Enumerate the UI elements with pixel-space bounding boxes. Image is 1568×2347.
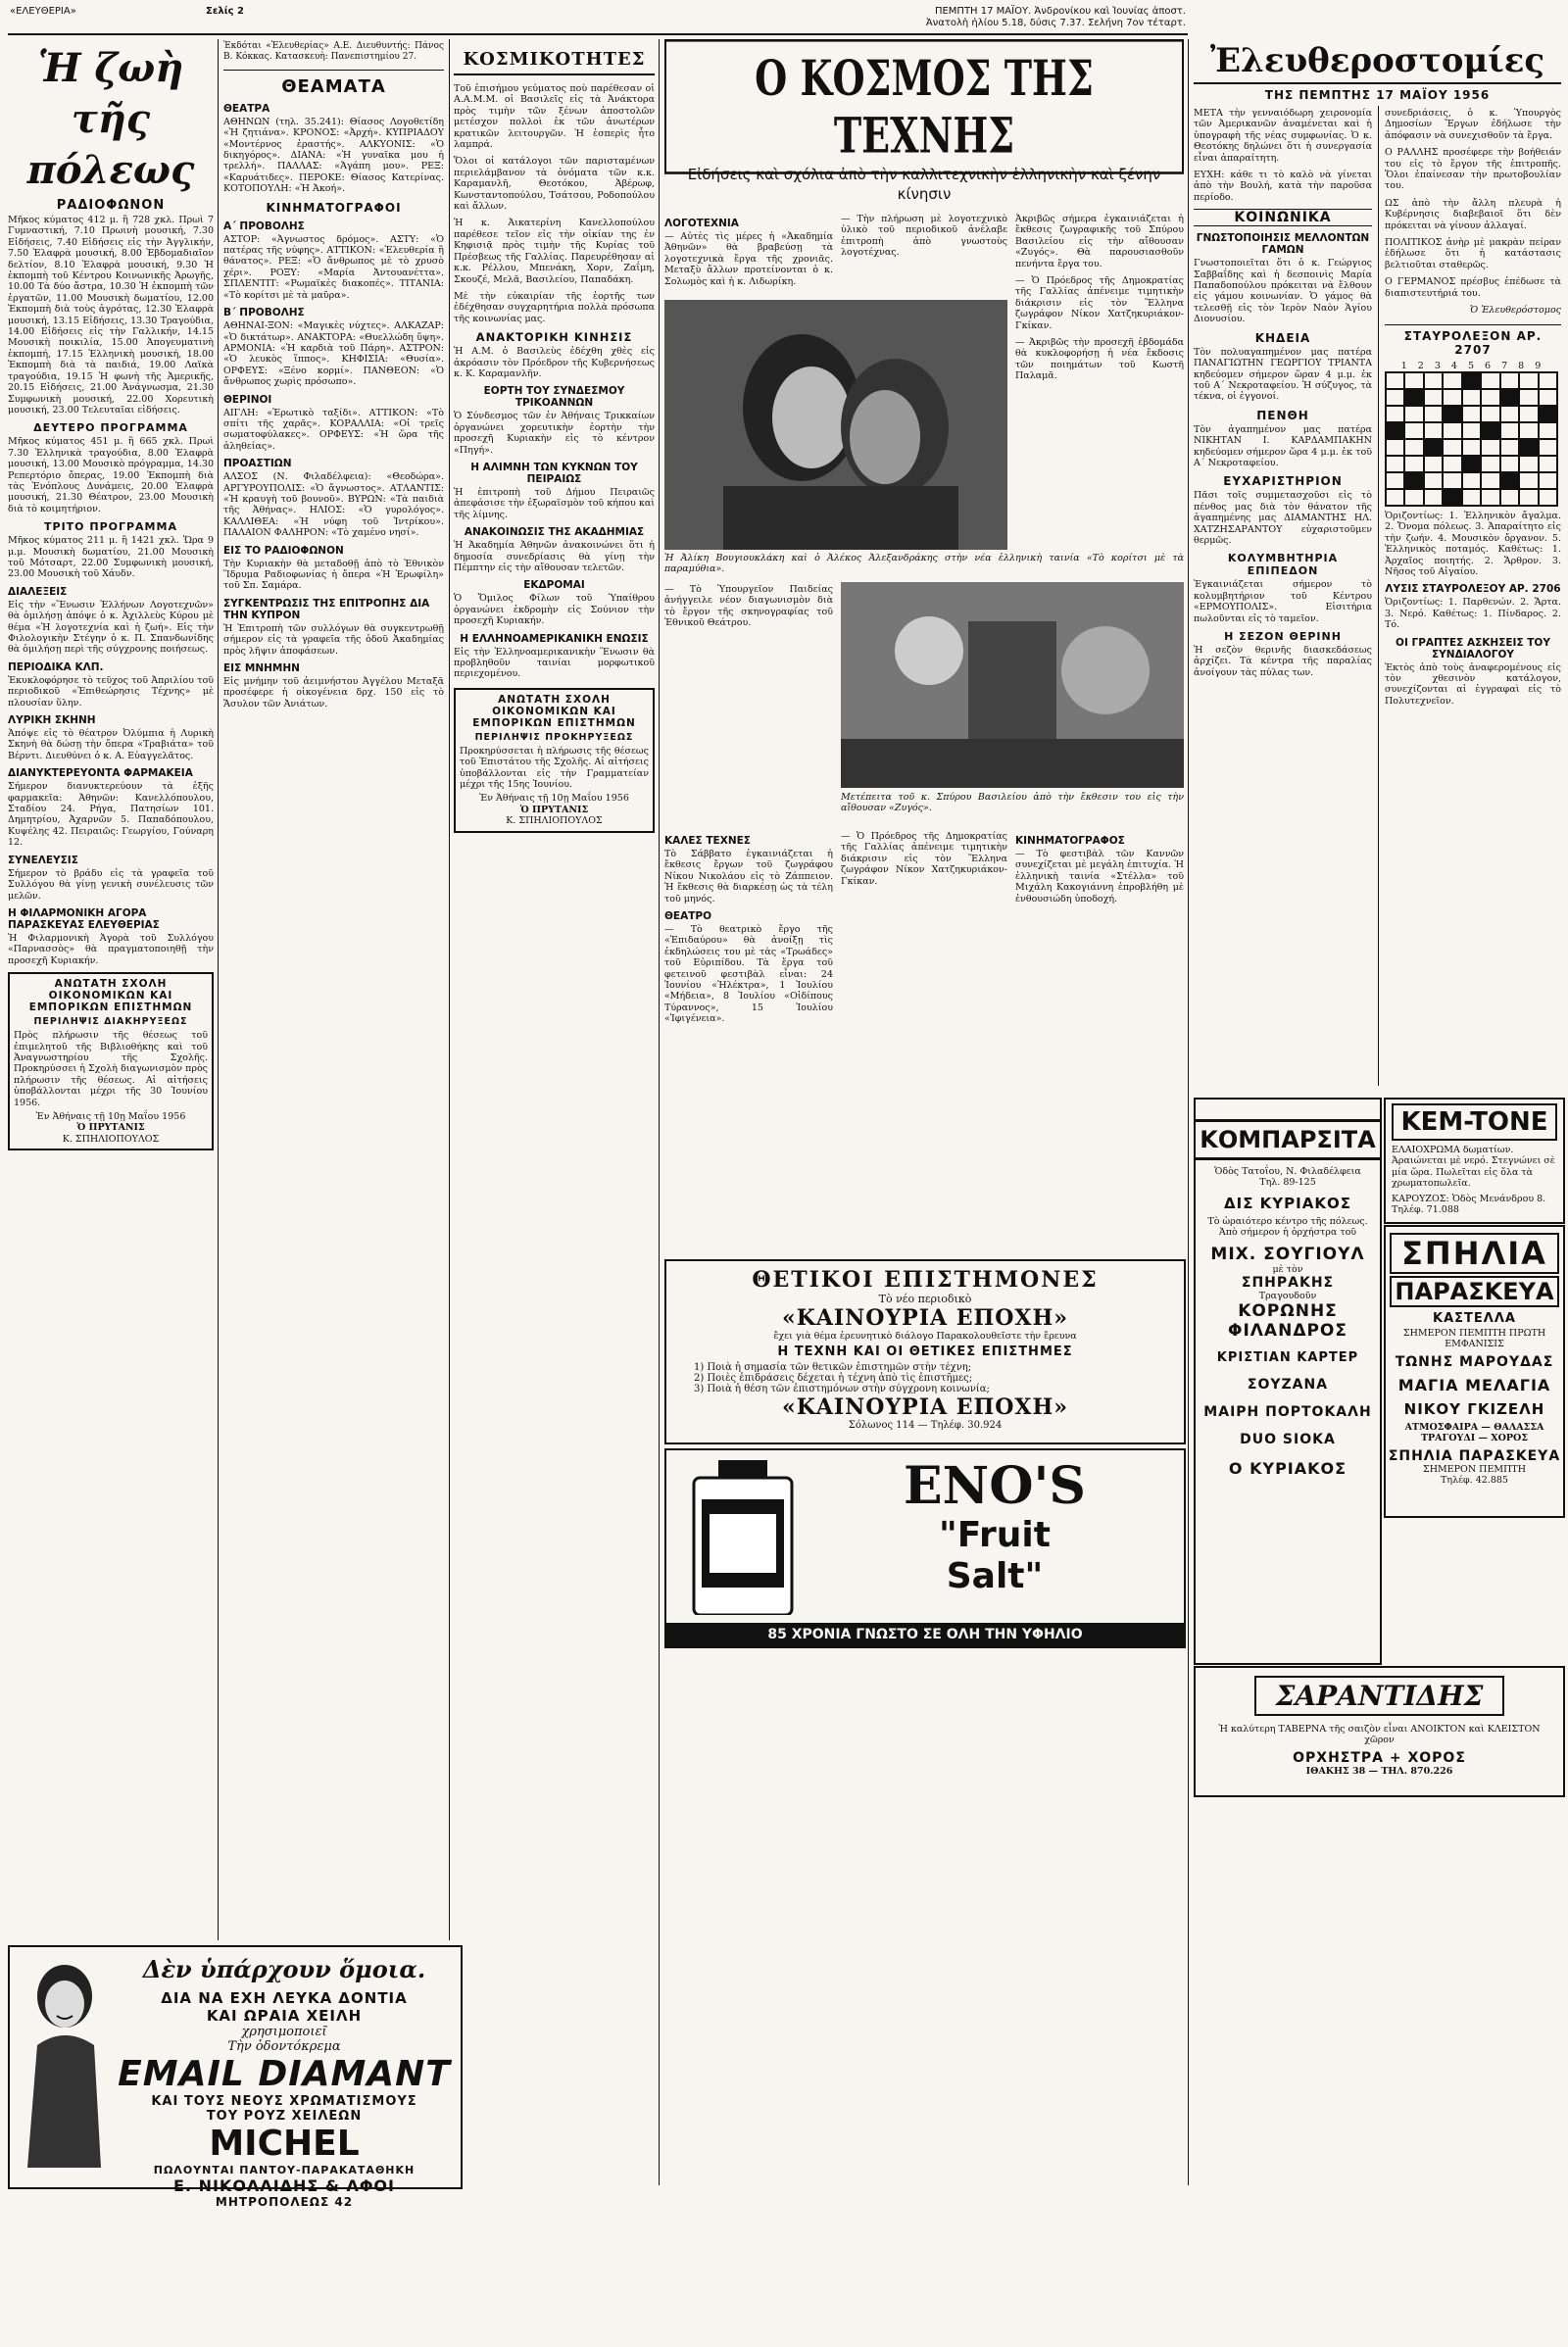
- pharmacies-text: Σήμερον διανυκτερεύουν τὰ ἑξῆς φαρμακεῖα: Ἀθηνῶν: Κανελλόπουλου, Σταδίου 24. Ρήγα, Πατησίων 101. Δημητρίου, Ἀχαρνῶν 5. Παπαδόπουλου, Κυψέλης 42. Πειραιῶς: Γεωργίου, Γούναρη 12.: [8, 781, 214, 849]
- crossword-grid: [1385, 371, 1558, 507]
- mourning-header: ΠΕΝΘΗ: [1256, 408, 1309, 422]
- society-text-4: Μὲ τὴν εὐκαιρίαν τῆς ἑορτῆς των ἐδέχθησαν συγχαρητήρια πολλὰ πρόσωπα τῆς κοινωνίας μας.: [454, 290, 655, 324]
- kombarsita-ad: [1194, 1098, 1382, 1665]
- engagements-header: ΓΝΩΣΤΟΠΟΙΗΣΙΣ ΜΕΛΛΟΝΤΩΝ ΓΑΜΩΝ: [1196, 232, 1370, 257]
- school-body: Πρὸς πλήρωσιν τῆς θέσεως τοῦ ἐπιμελητοῦ τῆς Βιβλιοθήκης καὶ τοῦ Ἀναγνωστηρίου τῆς Σχολῆς. Προκηρύσσει ἡ Σχολὴ διαγωνισμὸν πρὸς πλήρωσιν τῆς θέσεως. Αἱ αἰτήσεις ὑποβάλλονται μέχρι τῆς 30 Ἰουνίου 1956.: [14, 1030, 208, 1108]
- shows-header: ΘΕΑΜΑΤΑ: [281, 75, 386, 97]
- liberostomies-signature: Ὁ Ἐλευθερόστομος: [1470, 305, 1561, 317]
- column-divider-3: [659, 39, 660, 2185]
- science-magazine-ad: [664, 1259, 1186, 1444]
- school-notice-left: [8, 972, 214, 1150]
- crossword-clues: Ὁριζοντίως: 1. Ἑλληνικὸν ἄγαλμα. 2. Ὄνομα πόλεως. 3. Ἀπαραίτητο εἰς τὴν ζωήν. 4. Μουσικὸν ὄργανον. 5. Ἑλληνικὸς ποταμός. Καθέτως: 1. Ἀρχαῖος ποιητής. 2. Ἄρθρον. 3. Νῆσος τοῦ Αἰγαίου.: [1385, 510, 1561, 577]
- science-ad-intro: Τὸ νέο περιοδικὸ: [878, 1293, 972, 1305]
- swan-lake-text: Ἡ ἐπιτροπὴ τοῦ Δήμου Πειραιῶς ἀπεφάσισε τὴν ἐξωραϊσμὸν τοῦ κήπου καὶ τῆς λίμνης.: [454, 486, 655, 520]
- art-right-text: Ἀκριβῶς σήμερα ἐγκαινιάζεται ἡ ἔκθεσις ζωγραφικῆς τοῦ Σπύρου Βασιλείου εἰς τὴν αἴθουσαν «Ζυγός». Θὰ παρουσιασθοῦν πενήντα ἔργα του.: [1015, 214, 1184, 269]
- school-subtitle: ΠΕΡΙΛΗΨΙΣ ΔΙΑΚΗΡΥΞΕΩΣ: [33, 1016, 188, 1028]
- school-title-2: ΑΝΩΤΑΤΗ ΣΧΟΛΗ ΟΙΚΟΝΟΜΙΚΩΝ ΚΑΙ ΕΜΠΟΡΙΚΩΝ ΕΠΙΣΤΗΜΩΝ: [472, 693, 636, 729]
- theatres-header: ΘΕΑΤΡΑ: [223, 102, 270, 115]
- society-text-1: Τοῦ ἐπισήμου γεύματος ποὺ παρέθεσαν οἱ Α.Α.Μ.Μ. οἱ Βασιλεῖς εἰς τὰ Ἀνάκτορα πρὸς τιμὴν τῶν ξένων ἀποστολῶν μετέσχον πολλοὶ ἐκ τῶν ἀνωτέρων κρατικῶν λειτουργῶν. Ἡ ἑσπερὶς ἦτο λαμπρά.: [454, 83, 655, 151]
- engagements-text: Γνωστοποιεῖται ὅτι ὁ κ. Γεώργιος Σαββαΐδης καὶ ἡ δεσποινὶς Μαρία Παπαδοπούλου πρόκειται νὰ ἔλθουν εἰς γάμου κοινωνίαν. Ὁ γάμος θὰ τελεσθῇ εἰς τὸν Ἱερὸν Ναὸν Ἁγίου Διονυσίου.: [1194, 258, 1372, 325]
- science-ad-q2: 2) Ποιὲς ἐπιδράσεις δέχεται ἡ τέχνη ἀπὸ τὶς ἐπιστῆμες;: [694, 1373, 973, 1384]
- left-column-title: Ἡ ζωὴ τῆς πόλεως: [26, 45, 195, 193]
- thanks-header: ΕΥΧΑΡΙΣΤΗΡΙΟΝ: [1223, 474, 1343, 489]
- sun-line: Ἀνατολὴ ἡλίου 5.18, δύσις 7.37. Σελήνη 7ον τέταρτ.: [925, 18, 1186, 28]
- film-still-caption: Ἡ Ἀλίκη Βουγιουκλάκη καὶ ὁ Ἀλέκος Ἀλεξανδράκης στὴν νέα ἑλληνικὴ ταινία «Τὸ κορίτσι μὲ τὰ παραμύθια».: [664, 553, 1184, 575]
- spilia-star-2: ΜΑΓΙΑ ΜΕΛΑΓΙΑ: [1397, 1375, 1551, 1394]
- date-line: ΠΕΜΠΤΗ 17 ΜΑΪΟΥ. Ἀνδρονίκου καὶ Ἰουνίας ἀποστ.: [934, 6, 1186, 17]
- left-column: [8, 39, 214, 1935]
- science-ad-title: ΘΕΤΙΚΟΙ ΕΠΙΣΤΗΜΟΝΕΣ: [752, 1267, 1099, 1293]
- ad-brand: EMAIL DIAMANT: [118, 2054, 451, 2094]
- woman-illustration: [18, 1957, 111, 2173]
- philharmonic-text: Ἡ Φιλαρμονικὴ Ἀγορὰ τοῦ Συλλόγου «Παρνασσὸς» θὰ πραγματοποιηθῇ τὴν προσεχῆ Κυριακήν.: [8, 932, 214, 966]
- school-subtitle-2: ΠΕΡΙΛΗΨΙΣ ΠΡΟΚΗΡΥΞΕΩΣ: [474, 731, 634, 743]
- first-run-header: Α΄ ΠΡΟΒΟΛΗΣ: [223, 220, 305, 232]
- summer-season-header: Η ΣΕΖΟΝ ΘΕΡΙΝΗ: [1224, 630, 1342, 643]
- science-ad-mag2: «ΚΑΙΝΟΥΡΙΑ ΕΠΟΧΗ»: [781, 1394, 1069, 1420]
- philharmonic-header: Η ΦΙΛΑΡΜΟΝΙΚΗ ΑΓΟΡΑ ΠΑΡΑΣΚΕΥΑΣ ΕΛΕΥΘΕΡΙΑΣ: [8, 906, 160, 931]
- palace-header: ΑΝΑΚΤΟΡΙΚΗ ΚΙΝΗΣΙΣ: [475, 330, 633, 345]
- ad-line4: Τὴν ὀδοντόκρεμα: [227, 2039, 341, 2054]
- kemtone-ad: [1384, 1098, 1565, 1224]
- toothpaste-ad: [8, 1945, 463, 2209]
- enos-tagline: 85 ΧΡΟΝΙΑ ΓΝΩΣΤΟ ΣΕ ΟΛΗ ΤΗΝ ΥΦΗΛΙΟ: [666, 1623, 1184, 1646]
- ad-brand2: MICHEL: [209, 2124, 360, 2164]
- sculpture-caption: Μετέπειτα τοῦ κ. Σπύρου Βασιλείου ἀπὸ τὴν ἔκθεσιν του εἰς τὴν αἴθουσαν «Ζυγός».: [841, 792, 1184, 814]
- world-of-art-section: [664, 39, 1184, 1249]
- liberostomies-text-1: ΜΕΤΑ τὴν γενναιόδωρη χειρονομία τῶν Ἀμερικανῶν ἀναμένεται καὶ ἡ ὑπογραφὴ τῆς νέας συμφωνίας. Ὁ κ. Θεοτόκης δηλώνει ὅτι ἡ συνεργασία εἶναι ἀπαραίτητη.: [1194, 108, 1372, 164]
- ad-line9: ΜΗΤΡΟΠΟΛΕΩΣ 42: [215, 2195, 354, 2209]
- committee-text: Ἡ Ἐπιτροπὴ τῶν συλλόγων θὰ συγκεντρωθῇ σήμερον εἰς τὰ γραφεῖα τῆς ὁδοῦ Ἀκαδημίας πρὸς λῆψιν ἀποφάσεων.: [223, 622, 444, 657]
- literature-text: — Αὐτὲς τὶς μέρες ἡ «Ἀκαδημία Ἀθηνῶν» θὰ βραβεύσῃ τὰ λογοτεχνικὰ ἔργα τῆς χρονιᾶς. Μεταξὺ ἄλλων προτείνονται ὁ κ. Σολωμὸς καὶ ἡ κ. Λιδωρίκη.: [664, 231, 833, 287]
- kombarsita-star-5: Ο ΚΥΡΙΑΚΟΣ: [1228, 1459, 1348, 1479]
- liberostomies-right-2: Ο ΡΑΛΛΗΣ προσέφερε τὴν βοήθειάν του εἰς τὸ ἔργον τῆς ἐπιτροπῆς. Ὅλοι ἐπαίνεσαν τὴν πρωτοβουλίαν του.: [1385, 147, 1561, 192]
- lectures-text: Εἰς τὴν «Ἕνωσιν Ἑλλήνων Λογοτεχνῶν» θὰ ὁμιλήσῃ ἀπόψε ὁ κ. Ἀχιλλεὺς Κύρου μὲ θέμα «Ἡ λογοτεχνία καὶ ἡ ζωή». Εἰς τὴν Φιλολογικὴν Στέγην ὁ κ. Π. Σπανδωνίδης θὰ ὁμιλήσῃ περὶ τῆς σύγχρονης ποιήσεως.: [8, 599, 214, 656]
- ad-line3: χρησιμοποιεῖ: [241, 2025, 327, 2039]
- society-title: ΚΟΣΜΙΚΟΤΗΤΕΣ: [454, 49, 655, 75]
- publishers-text: Ἐκδόται «Ἐλευθερίας» Α.Ε. Διευθυντής: Πάνος Β. Κόκκας. Κατασκευὴ: Πανεπιστημίου 27.: [223, 41, 444, 63]
- sarantidis-ad: [1194, 1666, 1565, 1797]
- radio-notice-header: ΕΙΣ ΤΟ ΡΑΔΙΟΦΩΝΟΝ: [223, 544, 344, 557]
- science-ad-q1: 1) Ποιὰ ἡ σημασία τῶν θετικῶν ἐπιστημῶν στὴν τέχνη;: [694, 1362, 972, 1373]
- summer-cinemas-header: ΘΕΡΙΝΟΙ: [223, 393, 272, 406]
- enos-bottle-illustration: [684, 1460, 802, 1615]
- liberostomies-right-1: συνεδριάσεις, ὁ κ. Ὑπουργὸς Δημοσίων Ἔργων ἐδήλωσε τὴν ἀπόφασιν νὰ συνεχισθοῦν τὰ ἔργα.: [1385, 108, 1561, 141]
- ad-line7: ΠΩΛΟΥΝΤΑΙ ΠΑΝΤΟΥ-ΠΑΡΑΚΑΤΑΘΗΚΗ: [153, 2164, 416, 2176]
- science-ad-q3: 3) Ποιὰ ἡ θέση τῶν ἐπιστημόνων στὴν σύγχρονη κοινωνία;: [694, 1384, 990, 1394]
- second-run-header: Β΄ ΠΡΟΒΟΛΗΣ: [223, 307, 305, 319]
- column-divider-4: [1188, 39, 1189, 2185]
- school-body-2: Προκηρύσσεται ἡ πλήρωσις τῆς θέσεως τοῦ Ἐπιστάτου τῆς Σχολῆς. Αἱ αἰτήσεις ὑποβάλλονται εἰς τὴν Γραμματείαν μέχρι τῆς 15ης Ἰουνίου.: [460, 745, 649, 791]
- school-notice-middle: [454, 688, 655, 833]
- periodicals-header: ΠΕΡΙΟΔΙΚΑ ΚΛΠ.: [8, 660, 104, 673]
- enos-fruit-salt-ad: [664, 1448, 1186, 1648]
- kombarsita-singer-3: ΦΙΛΑΝΔΡΟΣ: [1228, 1321, 1348, 1342]
- sarantidis-desc: Ἡ καλύτερη ΤΑΒΕΡΝΑ τῆς σαιζὸν εἶναι ΑΝΟΙΚΤΟΝ καὶ ΚΛΕΙΣΤΟΝ χῶρον: [1218, 1724, 1541, 1746]
- kombarsita-kind: ΔΙΣ ΚΥΡΙΑΚΟΣ: [1224, 1194, 1351, 1212]
- society-column: [454, 39, 655, 2185]
- radio-notice-text: Τὴν Κυριακὴν θὰ μεταδοθῇ ἀπὸ τὸ Ἐθνικὸν Ἵδρυμα Ραδιοφωνίας ἡ ὄπερα «Ἡ Ἐρωφίλη» τοῦ Σπ. Σαμάρα.: [223, 558, 444, 592]
- spilia-ad: [1384, 1225, 1565, 1518]
- liberostomies-text-2: ΕΥΧΗ: κάθε τι τὸ καλὸ νὰ γίνεται ἀπὸ τὴν Βουλή, κατὰ τὴν παροῦσα περίοδο.: [1194, 170, 1372, 203]
- world-of-art-subtitle: Εἰδήσεις καὶ σχόλια ἀπὸ τὴν καλλιτεχνικὴν ἑλληνικὴν καὶ ξένην κίνησιν: [687, 166, 1161, 203]
- kombarsita-star-2: ΣΟΥΖΑΝΑ: [1247, 1377, 1329, 1394]
- column-divider-1: [218, 39, 219, 1940]
- ad-line6: ΤΟΥ ΡΟΥΖ ΧΕΙΛΕΩΝ: [206, 2109, 363, 2124]
- mourning-text: Τὸν ἀγαπημένον μας πατέρα ΝΙΚΗΤΑΝ Ι. ΚΑΡΔΑΜΠΑΚΗΝ κηδεύομεν σήμερον ὥρα 4 μ.μ. ἐκ τοῦ Α΄ Νεκροταφείου.: [1194, 423, 1372, 468]
- union-text: Εἰς τὴν Ἑλληνοαμερικανικὴν Ἕνωσιν θὰ προβληθοῦν ταινίαι μορφωτικοῦ περιεχομένου.: [454, 646, 655, 680]
- suburbs-text: ΑΛΣΟΣ (Ν. Φιλαδέλφεια): «Θεοδώρα». ΑΡΓΥΡΟΥΠΟΛΙΣ: «Ὁ ἄγνωστος». ΑΤΛΑΝΤΙΣ: «Ἡ κραυγὴ τοῦ βουνοῦ». ΒΥΡΩΝ: «Τὰ παιδιὰ τῆς Ἀθήνας». ΗΛΙΟΣ: «Ὁ γυρολόγος». ΚΑΛΛΙΘΕΑ: «Ἡ νύφη τοῦ Ἰντρίκου». ΠΑΛΑΙΟΝ ΦΑΛΗΡΟΝ: «Τὸ χαμένο νησί».: [223, 471, 444, 539]
- kastella-name: ΚΑΣΤΕΛΛΑ: [1433, 1311, 1516, 1326]
- school-signature-title: Ὁ ΠΡΥΤΑΝΙΣ: [76, 1122, 145, 1134]
- enos-product-1: "Fruit: [939, 1515, 1051, 1555]
- art-right-text-2: — Ὁ Πρόεδρος τῆς Δημοκρατίας τῆς Γαλλίας ἀπένειμε τιμητικὴν διάκρισιν εἰς τὸν Ἕλληνα ζωγράφον Νίκον Χατζηκυριάκον-Γκίκαν.: [1015, 275, 1184, 331]
- shows-column: [223, 39, 444, 1935]
- sarantidis-name: ΣΑΡΑΝΤΙΔΗΣ: [1254, 1676, 1504, 1716]
- pharmacies-header: ΔΙΑΝΥΚΤΕΡΕΥΟΝΤΑ ΦΑΡΜΑΚΕΙΑ: [8, 767, 193, 780]
- liberostomies-title: Ἐλευθεροστομίες: [1194, 39, 1561, 84]
- crossword-numbers: 1 2 3 4 5 6 7 8 9: [1400, 360, 1545, 371]
- second-run-text: ΑΘΗΝΑΙ-ΞΟΝ: «Μαγικὲς νύχτες». ΑΛΚΑΖΑΡ: «Ὁ δικτάτωρ». ΑΝΑΚΤΟΡΑ: «Θυελλώδη ὕψη». ΑΡΜΟΝΙΑ: «Ἡ καρδιὰ τοῦ Πάρη». ΑΣΤΡΟΝ: «Ὁ λευκὸς ἵππος». ΚΗΦΙΣΙΑ: «Θυσία». ΟΡΦΕΥΣ: «Ξένο κορμί». ΠΑΝΘΕΟΝ: «Ὁ ἄνθρωπος χωρὶς πρόσωπο».: [223, 320, 444, 388]
- enos-product-2: Salt": [946, 1556, 1044, 1596]
- spilia-day: ΣΗΜΕΡΟΝ ΠΕΜΠΤΗ: [1422, 1463, 1527, 1475]
- radio-header: ΡΑΔΙΟΦΩΝΟΝ: [56, 198, 166, 213]
- spilia-footer: ΑΤΜΟΣΦΑΙΡΑ — ΘΑΛΑΣΣΑ ΤΡΑΓΟΥΔΙ — ΧΟΡΟΣ: [1404, 1421, 1544, 1444]
- school-title: ΑΝΩΤΑΤΗ ΣΧΟΛΗ ΟΙΚΟΝΟΜΙΚΩΝ ΚΑΙ ΕΜΠΟΡΙΚΩΝ ΕΠΙΣΤΗΜΩΝ: [28, 978, 193, 1014]
- film-still-photo: [664, 300, 1007, 550]
- pools-text: Ἐγκαινιάζεται σήμερον τὸ κολυμβητήριον τοῦ Κέντρου «ΕΡΜΟΥΠΟΛΙΣ». Εἰσιτήρια πωλοῦνται εἰς τὸ ταμεῖον.: [1194, 579, 1372, 624]
- sarantidis-address: ΙΘΑΚΗΣ 38 — ΤΗΛ. 870.226: [1305, 1765, 1453, 1777]
- swan-lake-header: Η ΑΛΙΜΝΗ ΤΩΝ ΚΥΚΝΩΝ ΤΟΥ ΠΕΙΡΑΙΩΣ: [470, 461, 638, 485]
- kombarsita-sing-label: Τραγουδοῦν: [1258, 1291, 1317, 1302]
- ad-line5: ΚΑΙ ΤΟΥΣ ΝΕΟΥΣ ΧΡΩΜΑΤΙΣΜΟΥΣ: [151, 2094, 417, 2109]
- kombarsita-singer-1: ΣΠΗΡΑΚΗΣ: [1241, 1275, 1335, 1292]
- solution-text: Ὁριζοντίως: 1. Παρθενών. 2. Ἄρτα. 3. Νερό. Καθέτως: 1. Πίνδαρος. 2. Τό.: [1385, 597, 1561, 631]
- second-program-header: ΔΕΥΤΕΡΟ ΠΡΟΓΡΑΜΜΑ: [33, 421, 188, 435]
- theatre-text: — Τὸ θεατρικὸ ἔργο τῆς «Ἐπιδαύρου» θὰ ἀνοίξῃ τὶς ἐκδηλώσεις του μὲ τὰς «Τρωάδες» τοῦ Εὐριπίδου. Τὰ ἔργα τοῦ φετεινοῦ φεστιβὰλ εἶναι: 24 Ἰουνίου «Ἠλέκτρα», 1 Ἰουλίου «Μήδεια», 8 Ἰουλίου «Οἰδίπους Τύραννος», 15 Ἰουλίου «Ἰφιγένεια».: [664, 924, 833, 1025]
- liberostomies-right-3: ΩΣ ἀπὸ τὴν ἄλλη πλευρὰ ἡ Κυβέρνησις διαβεβαιοῖ ὅτι δὲν πρόκειται νὰ γίνουν ἀλλαγαί.: [1385, 197, 1561, 231]
- school-date: Ἐν Ἀθήναις τῇ 10ῃ Μαΐου 1956: [35, 1110, 186, 1122]
- school-date-2: Ἐν Ἀθήναις τῇ 10ῃ Μαΐου 1956: [479, 793, 629, 805]
- kemtone-brand: KEM-TONE: [1392, 1103, 1557, 1141]
- meetings-text: Σήμερον τὸ βράδυ εἰς τὰ γραφεῖα τοῦ Συλλόγου θὰ γίνῃ γενικὴ συνέλευσις τῶν μελῶν.: [8, 867, 214, 902]
- kombarsita-desc: Τὸ ὡραιότερο κέντρο τῆς πόλεως. Ἀπὸ σήμερον ἡ ὀρχήστρα τοῦ: [1207, 1215, 1368, 1239]
- memorial-text: Εἰς μνήμην τοῦ ἀειμνήστου Ἀγγέλου Μεταξᾶ προσέφερε ἡ οἰκογένεια δρχ. 150 εἰς τὸ Ἄσυλον τῶν Ἀνιάτων.: [223, 676, 444, 709]
- kemtone-address: ΚΑΡΟΥΖΟΣ: Ὁδὸς Μενάνδρου 8. Τηλέφ. 71.088: [1392, 1193, 1546, 1216]
- cinema-text: — Τὸ φεστιβὰλ τῶν Καννῶν συνεχίζεται μὲ μεγάλη ἐπιτυχία. Ἡ ἑλληνικὴ ταινία «Στέλλα» τοῦ Μιχάλη Κακογιάννη ἐπροβλήθη μὲ ἐνθουσιώδη ὑποδοχή.: [1015, 849, 1184, 905]
- kombarsita-star-3: ΜΑΙΡΗ ΠΟΡΤΟΚΑΛΗ: [1203, 1404, 1372, 1421]
- academy-text: Ἡ Ἀκαδημία Ἀθηνῶν ἀνακοινώνει ὅτι ἡ δημοσία συνεδρίασις θὰ γίνῃ τὴν Πέμπτην εἰς τὴν αἴθουσαν τελετῶν.: [454, 540, 655, 573]
- sculpture-photo: [841, 582, 1184, 788]
- header-paper-name: «ΕΛΕΥΘΕΡΙΑ»: [10, 6, 76, 17]
- feast-header: ΕΟΡΤΗ ΤΟΥ ΣΥΝΔΕΣΜΟΥ ΤΡΙΚΟΑΝΝΩΝ: [483, 385, 625, 410]
- kombarsita-singer-2: ΚΟΡΩΝΗΣ: [1238, 1301, 1338, 1322]
- kombarsita-star-1: ΚΡΙΣΤΙΑΝ ΚΑΡΤΕΡ: [1216, 1350, 1359, 1366]
- science-ad-mag: «ΚΑΙΝΟΥΡΙΑ ΕΠΟΧΗ»: [781, 1305, 1069, 1331]
- kombarsita-orchestra: ΜΙΧ. ΣΟΥΓΙΟΥΛ: [1210, 1244, 1365, 1264]
- spilia-tel: Τηλέφ. 42.885: [1441, 1475, 1508, 1487]
- second-program-text: Μῆκος κύματος 451 μ. ἢ 665 χκλ. Πρωὶ 7.30 Ἑλληνικὰ τραγούδια, 8.00 Ἐλαφρὰ μουσική, 13.00 Μουσικὸ πρόγραμμα, 14.30 Ρεπερτόριο ὄπερας, 19.00 Ἐκπομπὴ διὰ τὰς Ἐνόπλους Δυνάμεις, 20.00 Ἐλαφρὰ μουσική, 21.30 Θέατρον, 23.00 Μουσικὴ διὰ τὸ κοιμητήριον.: [8, 436, 214, 514]
- union-header: Η ΕΛΛΗΝΟΑΜΕΡΙΚΑΝΙΚΗ ΕΝΩΣΙΣ: [460, 632, 649, 645]
- spilia-name-2: ΣΠΗΛΙΑ ΠΑΡΑΣΚΕΥΑ: [1388, 1447, 1561, 1464]
- ad-line1: ΔΙΑ ΝΑ ΕΧΗ ΛΕΥΚΑ ΔΟΝΤΙΑ: [161, 1989, 408, 2007]
- art-mid-text-2: — Ὁ Πρόεδρος τῆς Δημοκρατίας τῆς Γαλλίας ἀπένειμε τιμητικὴν διάκρισιν εἰς τὸν Ἕλληνα ζωγράφον Νίκον Χατζηκυριάκον-Γκίκαν.: [841, 831, 1007, 887]
- suburbs-header: ΠΡΟΑΣΤΙΩΝ: [223, 458, 292, 470]
- school-signature-title-2: Ὁ ΠΡΥΤΑΝΙΣ: [519, 804, 589, 815]
- ad-line2: ΚΑΙ ΩΡΑΙΑ ΧΕΙΛΗ: [206, 2007, 363, 2025]
- cinemas-header: ΚΙΝΗΜΑΤΟΓΡΑΦΟΙ: [266, 200, 402, 215]
- lyric-stage-text: Ἀπόψε εἰς τὸ θέατρον Ὀλύμπια ἡ Λυρικὴ Σκηνὴ θὰ δώσῃ τὴν ὄπερα «Τραβιάτα» τοῦ Βέρντι. Διευθύνει ὁ κ. Α. Εὐαγγελᾶτος.: [8, 728, 214, 761]
- society-text-2: Ὅλοι οἱ κατάλογοι τῶν παρισταμένων περιελάμβανον τὰ ὀνόματα τῶν κ.κ. Καραμανλῆ, Θεοτόκου, Ἀβέρωφ, Κωνσταντοπούλου, Τσάτσου, Ροδοπούλου καὶ ἄλλων.: [454, 156, 655, 213]
- fine-arts-text: Τὸ Σάββατο ἐγκαινιάζεται ἡ ἔκθεσις ἔργων τοῦ ζωγράφου Νίκου Νικολάου εἰς τὸ Ζάππειον. Ἡ ἔκθεσις θὰ διαρκέσῃ ὡς τὰ τέλη τοῦ μηνός.: [664, 849, 833, 905]
- header-date-line: [921, 6, 1186, 29]
- liberostomies-section: [1194, 39, 1561, 1093]
- header-page-label: Σελίς 2: [206, 6, 244, 17]
- funeral-text: Τὸν πολυαγαπημένον μας πατέρα ΠΑΝΑΓΙΩΤΗΝ ΓΕΩΡΓΙΟΥ ΤΡΙΑΝΤΑ κηδεύομεν σήμερον ὥραν 4 μ.μ. ἐκ τοῦ Α΄ Νεκροταφείου. Ἡ σύζυγος, τὰ τέκνα, οἱ ἐγγονοί.: [1194, 346, 1372, 403]
- third-program-text: Μῆκος κύματος 211 μ. ἢ 1421 χκλ. Ὥρα 9 μ.μ. Μουσικὴ δωματίου, 21.00 Μουσικὴ τοῦ Μότσαρτ, 22.00 Συμφωνικὴ μουσική, 23.00 Μουσικὴ τοῦ Χάυδν.: [8, 535, 214, 580]
- spilia-desc: ΣΗΜΕΡΟΝ ΠΕΜΠΤΗ ΠΡΩΤΗ ΕΜΦΑΝΙΣΙΣ: [1402, 1328, 1546, 1350]
- kombarsita-address: Ὁδὸς Τατοΐου, Ν. Φιλαδέλφεια Τηλ. 89-125: [1214, 1166, 1361, 1189]
- enos-brand: ENO'S: [904, 1456, 1086, 1516]
- ad-line8: Ε. ΝΙΚΟΛΑΙΔΗΣ & ΑΦΟΙ: [173, 2176, 395, 2195]
- memorial-header: ΕΙΣ ΜΝΗΜΗΝ: [223, 662, 300, 675]
- meetings-header: ΣΥΝΕΛΕΥΣΙΣ: [8, 854, 78, 866]
- ad-headline: Δὲν ὑπάρχουν ὅμοια.: [142, 1955, 426, 1983]
- liberostomies-right-5: Ο ΓΕΡΜΑΝΟΣ πρέσβυς ἐπέδωσε τὰ διαπιστευτήριά του.: [1385, 276, 1561, 299]
- science-ad-mag-desc: ἔχει γιὰ θέμα ἐρευνητικὸ διάλογο Παρακολουθεῖστε τὴν ἔρευνα: [773, 1331, 1077, 1342]
- kombarsita-star-4: DUO SIOKA: [1240, 1432, 1336, 1448]
- lyric-stage-header: ΛΥΡΙΚΗ ΣΚΗΝΗ: [8, 714, 96, 727]
- paraskevi-name: ΠΑΡΑΣΚΕΥΑ: [1390, 1276, 1559, 1307]
- lectures-header: ΔΙΑΛΕΞΕΙΣ: [8, 585, 68, 598]
- summer-season-text: Ἡ σεζὸν θερινῆς διασκεδάσεως ἀρχίζει. Τὰ κέντρα τῆς παραλίας ἀνοίγουν τὰς πύλας των.: [1194, 645, 1372, 678]
- society-text-3: Ἡ κ. Ἀικατερίνη Κανελλοπούλου παρέθεσε τεῖον εἰς τὴν οἰκίαν της ἐν Κηφισιᾷ πρὸς τιμὴν τῆς Κυρίας τοῦ Πρέσβεως τῆς Γαλλίας. Παρευρέθησαν αἱ κ.κ. Ρέλλου, Μπενάκη, Χορν, Ζαΐμη, Σκουζέ, Μελᾶ, Βασιλείου, Παπαδάκη.: [454, 218, 655, 285]
- art-mid-text: — Τὸ Ὑπουργεῖον Παιδείας ἀνήγγειλε νέον διαγωνισμὸν διὰ τὸ ἔργον τῆς σκηνογραφίας τοῦ Ἐθνικοῦ Θεάτρου.: [664, 584, 833, 629]
- third-program-header: ΤΡΙΤΟ ΠΡΟΓΡΑΜΜΑ: [44, 520, 177, 534]
- crossword-title: ΣΤΑΥΡΟΛΕΞΟΝ ΑΡ. 2707: [1385, 324, 1561, 357]
- kemtone-desc: ΕΛΑΙΟΧΡΩΜΑ δωματίων. Ἀραιώνεται μὲ νερό. Στεγνώνει σὲ μία ὥρα. Πωλεῖται εἰς ὅλα τὰ χρωματοπωλεῖα.: [1392, 1145, 1555, 1190]
- science-ad-head2: Η ΤΕΧΝΗ ΚΑΙ ΟΙ ΘΕΤΙΚΕΣ ΕΠΙΣΤΗΜΕΣ: [777, 1345, 1073, 1359]
- excursions-text: Ὁ Ὅμιλος Φίλων τοῦ Ὑπαίθρου ὀργανώνει ἐκδρομὴν εἰς Σούνιον τὴν προσεχῆ Κυριακήν.: [454, 593, 655, 627]
- thanks-text: Πᾶσι τοῖς συμμετασχοῦσι εἰς τὸ πένθος μας διὰ τὸν θάνατον τῆς ἀγαπημένης μας ΔΙΑΜΑΝΤΗΣ ΗΛ. ΧΑΤΖΗΣΑΡΑΝΤΟΥ εὐχαριστοῦμεν θερμῶς.: [1194, 490, 1372, 546]
- radio-text: Μῆκος κύματος 412 μ. ἢ 728 χκλ. Πρωὶ 7 Γυμναστική, 7.10 Πρωινὴ μουσική, 7.30 Εἰδήσεις, 7.40 Εἰδήσεις εἰς τὴν Ἀγγλικήν, 7.50 Ἐλαφρὰ μουσική, 8.00 Ἐβδομαδιαῖον δελτίον, 8.10 Ἐλαφρὰ μουσική, 9.30 Ἡ ἐκπομπὴ τοῦ Κέντρου Κοινωνικῆς Ἀρωγῆς, 10.00 Τὰ δύο ἄστρα, 10.30 Ἡ ἐκπομπὴ τῶν ἐργατῶν, 11.00 Μουσικὴ δωματίου, 12.00 Ἐκπομπὴ διὰ τοὺς ἀγρότας, 12.30 Ἐλαφρὰ μουσική, 13.15 Εἰδήσεις, 13.30 Τραγούδια, 14.00 Εἰδήσεις εἰς τὴν Γαλλικήν, 14.15 Μουσικὴ ποικιλία, 15.00 Ἀπογευματινὴ ἐκπομπή, 17.15 Ἑλληνικὴ μουσική, 18.00 Ἐκπομπὴ διὰ τὰ παιδιά, 19.00 Λαϊκὰ τραγούδια, 19.15 Ἡ φωνὴ τῆς Ἀμερικῆς, 20.15 Εἰδήσεις, 21.00 Ἀνάγνωσμα, 21.30 Συμφωνικὴ μουσική, 22.00 Χορευτικὴ μουσική, 23.00 Τελευταῖαι εἰδήσεις.: [8, 215, 214, 416]
- academy-header: ΑΝΑΚΟΙΝΩΣΙΣ ΤΗΣ ΑΚΑΔΗΜΙΑΣ: [464, 526, 645, 539]
- spilia-star-3: ΝΙΚΟΥ ΓΚΙΖΕΛΗ: [1403, 1399, 1545, 1418]
- kombarsita-name: ΚΟΜΠΑΡΣΙΤΑ: [1196, 1119, 1380, 1160]
- school-signature-name: Κ. ΣΠΗΛΙΟΠΟΥΛΟΣ: [62, 1133, 160, 1145]
- palace-text: Ἡ Α.Μ. ὁ Βασιλεὺς ἐδέχθη χθὲς εἰς ἀκρόασιν τὸν Πρόεδρον τῆς Κυβερνήσεως κ. Κ. Καραμανλῆν.: [454, 346, 655, 379]
- kombarsita-with: μὲ τὸν: [1272, 1263, 1303, 1275]
- feast-text: Ὁ Σύνδεσμος τῶν ἐν Ἀθήναις Τρικκαίων ὀργανώνει χορευτικὴν ἑορτὴν τὴν προσεχῆ Κυριακὴν εἰς τὸ κέντρον «Πηγή».: [454, 411, 655, 456]
- art-right-text-3: — Ἀκριβῶς τὴν προσεχῆ ἑβδομάδα θὰ κυκλοφορήσῃ ἡ νέα ἔκδοσις τῶν ποιημάτων τοῦ Κωστῆ Παλαμᾶ.: [1015, 337, 1184, 382]
- liberostomies-right-4: ΠΟΛΙΤΙΚΟΣ ἀνὴρ μὲ μακρὰν πείραν ἐδήλωσε ὅτι ἡ κατάστασις βελτιοῦται σταθερῶς.: [1385, 237, 1561, 270]
- first-run-text: ΑΣΤΟΡ: «Ἀγνωστος δρόμος». ΑΣΤΥ: «Ὁ πατέρας τῆς νύφης». ΑΤΤΙΚΟΝ: «Ἐλευθερία ἢ θάνατος». ΡΕΞ: «Ὁ ἄνθρωπος μὲ τὸ χρυσὸ χέρι». ΡΟΞΥ: «Μαρία Ἀντουανέττα». ΣΠΛΕΝΤΙΤ: «Ρωμαϊκὲς διακοπές». ΤΙΤΑΝΙΑ: «Τὸ κορίτσι μὲ τὰ μαῦρα».: [223, 233, 444, 301]
- column-divider-2: [449, 39, 450, 1940]
- liberostomies-date: ΤΗΣ ΠΕΜΠΤΗΣ 17 ΜΑΪΟΥ 1956: [1264, 88, 1491, 102]
- periodicals-text: Ἐκυκλοφόρησε τὸ τεῦχος τοῦ Ἀπριλίου τοῦ περιοδικοῦ «Ἐπιθεώρησις Τέχνης» μὲ πλουσίαν ὕλην.: [8, 674, 214, 709]
- corrections-text: Ἐκτὸς ἀπὸ τοὺς ἀναφερομένους εἰς τὸν χθεσινὸν κατάλογον, συνεχίζονται αἱ ἐγγραφαὶ εἰς τὸ Πολυτεχνεῖον.: [1385, 661, 1561, 707]
- header-rule: [8, 33, 1188, 35]
- fine-arts-header: ΚΑΛΕΣ ΤΕΧΝΕΣ: [664, 835, 751, 847]
- theatres-text: ΑΘΗΝΩΝ (τηλ. 35.241): Θίασος Λογοθετίδη «Ἡ ζητιάνα». ΚΡΟΝΟΣ: «Ἀρχή». ΚΥΠΡΙΑΔΟΥ «Μοντέρνος ἐραστής». ΑΛΚΥΟΝΙΣ: «Ὁ δικηγόρος». ΔΙΑΝΑ: «Ἡ γυναῖκα μου ἡ τρελλή». ΠΑΛΛΑΣ: «Ἀγάπη μου». ΡΕΞ: «Καρυάτιδες». ΠΕΡΟΚΕ: Θίασος Κατερίνας. ΚΟΤΟΠΟΥΛΗ: «Ἡ Ἀκοή».: [223, 116, 444, 195]
- funeral-header: ΚΗΔΕΙΑ: [1254, 330, 1311, 345]
- cinema-header: ΚΙΝΗΜΑΤΟΓΡΑΦΟΣ: [1015, 835, 1125, 847]
- literature-text-2: — Τὴν πλήρωση μὲ λογοτεχνικὸ ὑλικὸ τοῦ περιοδικοῦ ἀνέλαβε ἐπιτροπὴ ἀπὸ γνωστοὺς λογοτέχνας.: [841, 214, 1007, 259]
- excursions-header: ΕΚΔΡΟΜΑΙ: [523, 579, 585, 592]
- world-of-art-title: Ο ΚΟΣΜΟΣ ΤΗΣ ΤΕΧΝΗΣ: [664, 39, 1184, 174]
- spilia-star-1: ΤΩΝΗΣ ΜΑΡΟΥΔΑΣ: [1395, 1353, 1554, 1370]
- theatre-header: ΘΕΑΤΡΟ: [664, 910, 712, 923]
- solution-title: ΛΥΣΙΣ ΣΤΑΥΡΟΛΕΞΟΥ ΑΡ. 2706: [1385, 583, 1561, 596]
- committee-header: ΣΥΓΚΕΝΤΡΩΣΙΣ ΤΗΣ ΕΠΙΤΡΟΠΗΣ ΔΙΑ ΤΗΝ ΚΥΠΡΟΝ: [223, 597, 430, 621]
- spilia-name: ΣΠΗΛΙΑ: [1390, 1233, 1559, 1274]
- school-signature-name-2: Κ. ΣΠΗΛΙΟΠΟΥΛΟΣ: [506, 815, 603, 827]
- sarantidis-music: ΟΡΧΗΣΤΡΑ + ΧΟΡΟΣ: [1293, 1749, 1466, 1766]
- literature-header: ΛΟΓΟΤΕΧΝΙΑ: [664, 218, 739, 229]
- corrections-title: ΟΙ ΓΡΑΠΤΕΣ ΑΣΚΗΣΕΙΣ ΤΟΥ ΣΥΝΔΙΑΛΟΓΟΥ: [1396, 636, 1550, 660]
- summer-cinemas-text: ΑΙΓΛΗ: «Ἐρωτικὸ ταξίδι». ΑΤΤΙΚΟΝ: «Τὸ σπίτι τῆς χαρᾶς». ΚΟΡΑΛΛΙΑ: «Οἱ τρεῖς σωματοφύλακες». ΟΡΦΕΥΣ: «Ἡ ὥρα τῆς ἀληθείας».: [223, 407, 444, 452]
- pools-header: ΚΟΛΥΜΒΗΤΗΡΙΑ ΕΠΙΠΕΔΟΝ: [1227, 552, 1339, 578]
- social-header: ΚΟΙΝΩΝΙΚΑ: [1194, 209, 1372, 226]
- science-ad-address: Σόλωνος 114 — Τηλέφ. 30.924: [848, 1420, 1003, 1431]
